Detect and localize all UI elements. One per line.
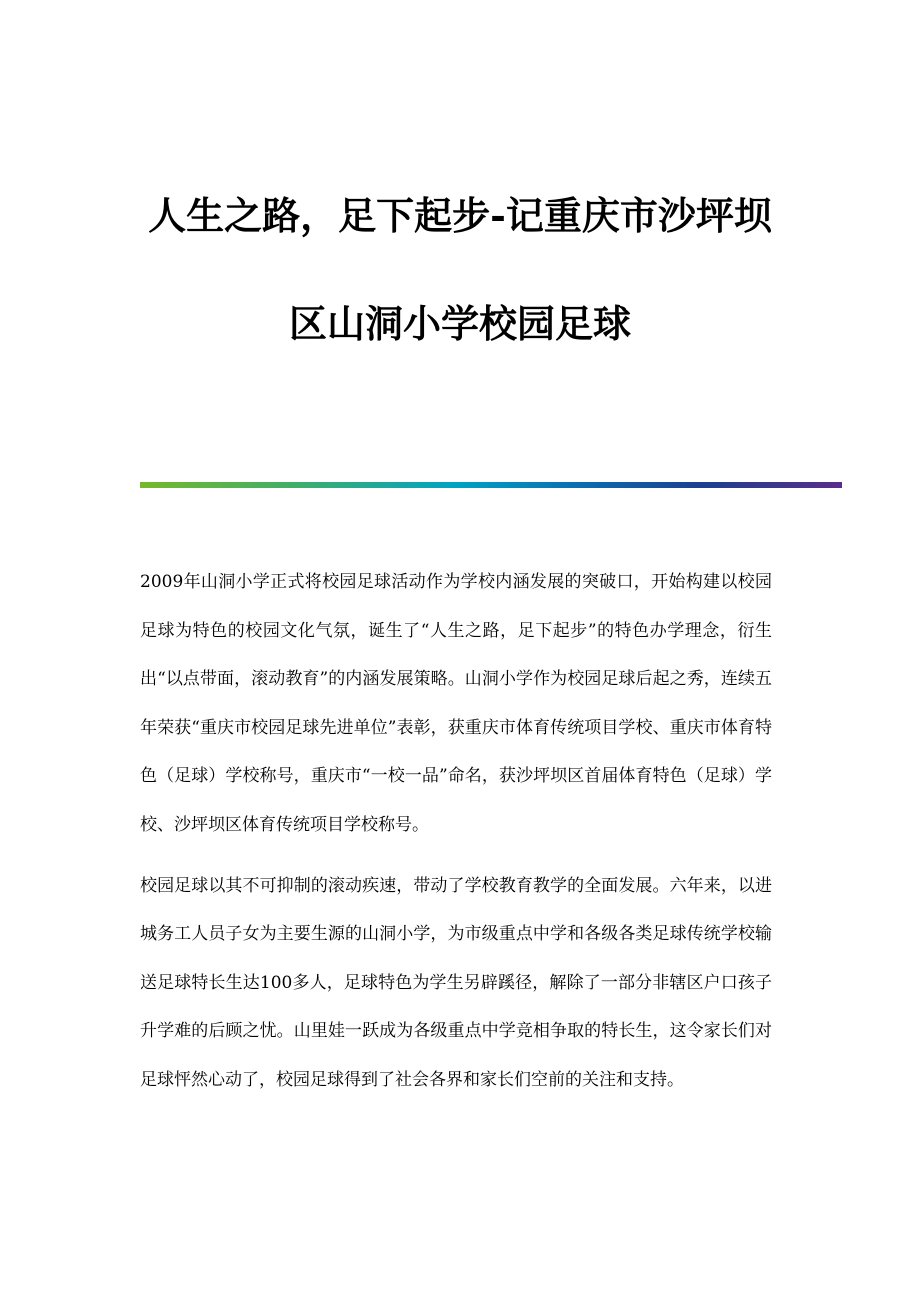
document-title [140, 190, 780, 350]
paragraph-2: 校园足球以其不可抑制的滚动疾速，带动了学校教育教学的全面发展。六年来，以进城务工人员子女为主要生源的山洞小学，为市级重点中学和各级各类足球传统学校输送足球特长生达100多人，足球特色为学生另辟蹊径，解除了一部分非辖区户口孩子升学难的后顾之忧。山里娃一跃成为各级重点中学竞相争取的特长生，这令家长们对足球怦然心动了，校园足球得到了社会各界和家长们空前的关注和支持。 [140, 875, 772, 1090]
gradient-divider [140, 482, 842, 488]
paragraph-1: 2009年山洞小学正式将校园足球活动作为学校内涵发展的突破口，开始构建以校园足球为特色的校园文化气氛，诞生了“人生之路，足下起步”的特色办学理念，衍生出“以点带面，滚动教育”的内涵发展策略。山洞小学作为校园足球后起之秀，连续五年荣获“重庆市校园足球先进单位”表彰，获重庆市体育传统项目学校、重庆市体育特色（足球）学校称号，重庆市“一校一品”命名，获沙坪坝区首届体育特色（足球）学校、沙坪坝区体育传统项目学校称号。 [140, 572, 772, 835]
document-body [140, 558, 772, 1117]
title-line-1: 人生之路，足下起步-记重庆市沙坪坝 [148, 193, 772, 238]
title-line-2: 区山洞小学校园足球 [288, 301, 631, 346]
